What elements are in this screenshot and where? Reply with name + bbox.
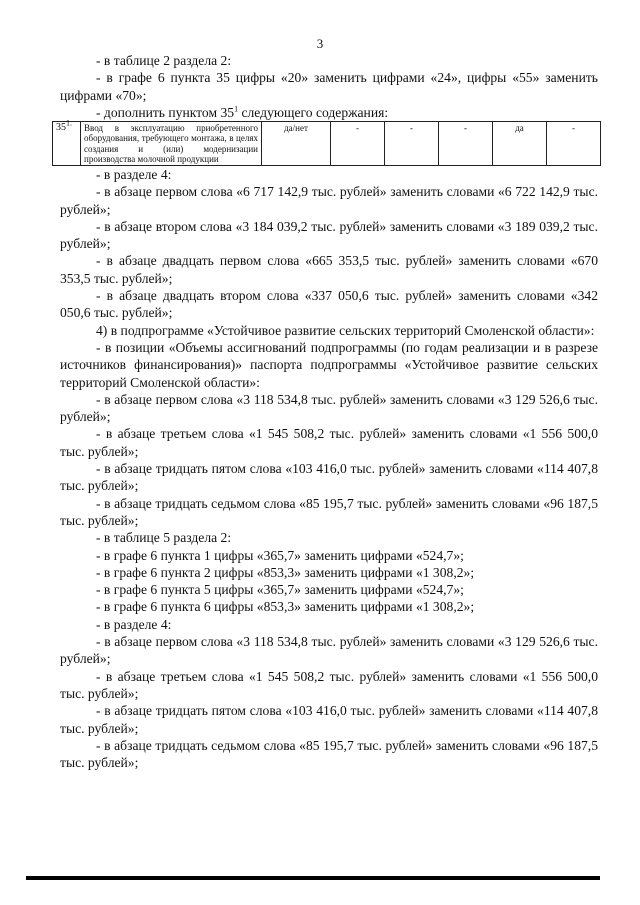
- part4-paragraph-6: - в абзаце тридцать седьмом слова «85 195,7 тыс. рублей» заменить словами «96 187,5 тыс. рублей»;: [60, 495, 598, 528]
- table5-item-1: - в графе 6 пункта 1 цифры «365,7» заменить цифрами «524,7»;: [96, 547, 464, 563]
- section4b-paragraph-2: - в абзаце третьем слова «1 545 508,2 тыс. рублей» заменить словами «1 556 500,0 тыс. рублей»;: [60, 668, 598, 701]
- table-cell-value-2: -: [385, 122, 439, 166]
- part4-paragraph-2: - в позиции «Объемы ассигнований подпрограммы (по годам реализации и в разрезе источников финансирования)» паспорта подпрограммы «Устойчивое развитие сельских территорий Смоленской области»:: [60, 339, 598, 390]
- section4b-title: - в разделе 4:: [96, 616, 172, 632]
- intro-paragraph-1: - в таблице 2 раздела 2:: [96, 53, 232, 68]
- table-cell-value-4: да: [493, 122, 547, 166]
- intro-paragraph-3: [60, 104, 598, 121]
- table5-item-4: - в графе 6 пункта 6 цифры «853,3» заменить цифрами «1 308,2»;: [96, 599, 475, 615]
- table-cell-number-text: 35: [56, 122, 66, 134]
- part4-paragraph-1: 4) в подпрограмме «Устойчивое развитие сельских территорий Смоленской области»:: [96, 322, 595, 338]
- document-body: [56, 52, 598, 771]
- table-cell-value-3: -: [439, 122, 493, 166]
- section4b-paragraph-3: - в абзаце тридцать пятом слова «103 416,0 тыс. рублей» заменить словами «114 407,8 тыс. рублей»;: [60, 703, 598, 736]
- table-cell-number-sup: 1.: [66, 118, 72, 128]
- table-cell-number: [53, 118, 81, 166]
- footer-rule: [26, 876, 600, 880]
- table-cell-description: Ввод в эксплуатацию приобретенного оборудования, требующего монтажа, в целях создания и (или) модернизации производства молочной продукции: [81, 122, 262, 166]
- intro-paragraph-2: - в графе 6 пункта 35 цифры «20» заменить цифрами «24», цифры «55» заменить цифрами «70»;: [60, 70, 598, 103]
- part4-paragraph-3: - в абзаце первом слова «3 118 534,8 тыс. рублей» заменить словами «3 129 526,6 тыс. рублей»;: [60, 391, 598, 425]
- table-cell-unit: да/нет: [262, 122, 331, 166]
- table5-title: - в таблице 5 раздела 2:: [96, 530, 232, 546]
- section4a-paragraph-2: - в абзаце втором слова «3 184 039,2 тыс. рублей» заменить словами «3 189 039,2 тыс. рублей»;: [60, 218, 598, 252]
- section4b-paragraph-1: - в абзаце первом слова «3 118 534,8 тыс. рублей» заменить словами «3 129 526,6 тыс. рублей»;: [60, 634, 598, 667]
- page-number: 3: [316, 36, 324, 51]
- part4-paragraph-5: - в абзаце тридцать пятом слова «103 416,0 тыс. рублей» заменить словами «114 407,8 тыс. рублей»;: [60, 461, 598, 494]
- table-row: [53, 122, 601, 166]
- intro-paragraph-3-tail: следующего содержания:: [238, 104, 389, 120]
- part4-paragraph-4: - в абзаце третьем слова «1 545 508,2 тыс. рублей» заменить словами «1 556 500,0 тыс. рублей»;: [60, 426, 598, 459]
- section4a-paragraph-3: - в абзаце двадцать первом слова «665 353,5 тыс. рублей» заменить словами «670 353,5 тыс. рублей»;: [60, 253, 598, 286]
- section4a-paragraph-4: - в абзаце двадцать втором слова «337 050,6 тыс. рублей» заменить словами «342 050,6 тыс. рублей»;: [60, 288, 598, 321]
- intro-paragraph-3-sup: 1: [234, 104, 239, 114]
- section4b-paragraph-4: - в абзаце тридцать седьмом слова «85 195,7 тыс. рублей» заменить словами «96 187,5 тыс. рублей»;: [60, 737, 598, 771]
- table5-item-2: - в графе 6 пункта 2 цифры «853,3» заменить цифрами «1 308,2»;: [96, 564, 475, 580]
- section4a-title: - в разделе 4:: [96, 167, 172, 182]
- table-cell-value-1: -: [331, 122, 385, 166]
- inserted-table: [52, 118, 601, 166]
- section4a-paragraph-1: - в абзаце первом слова «6 717 142,9 тыс. рублей» заменить словами «6 722 142,9 тыс. рублей»;: [60, 184, 598, 217]
- table-cell-value-5: -: [547, 122, 601, 166]
- intro-paragraph-3-text: - дополнить пунктом 35: [96, 104, 235, 120]
- table5-item-3: - в графе 6 пункта 5 цифры «365,7» заменить цифрами «524,7»;: [96, 582, 464, 598]
